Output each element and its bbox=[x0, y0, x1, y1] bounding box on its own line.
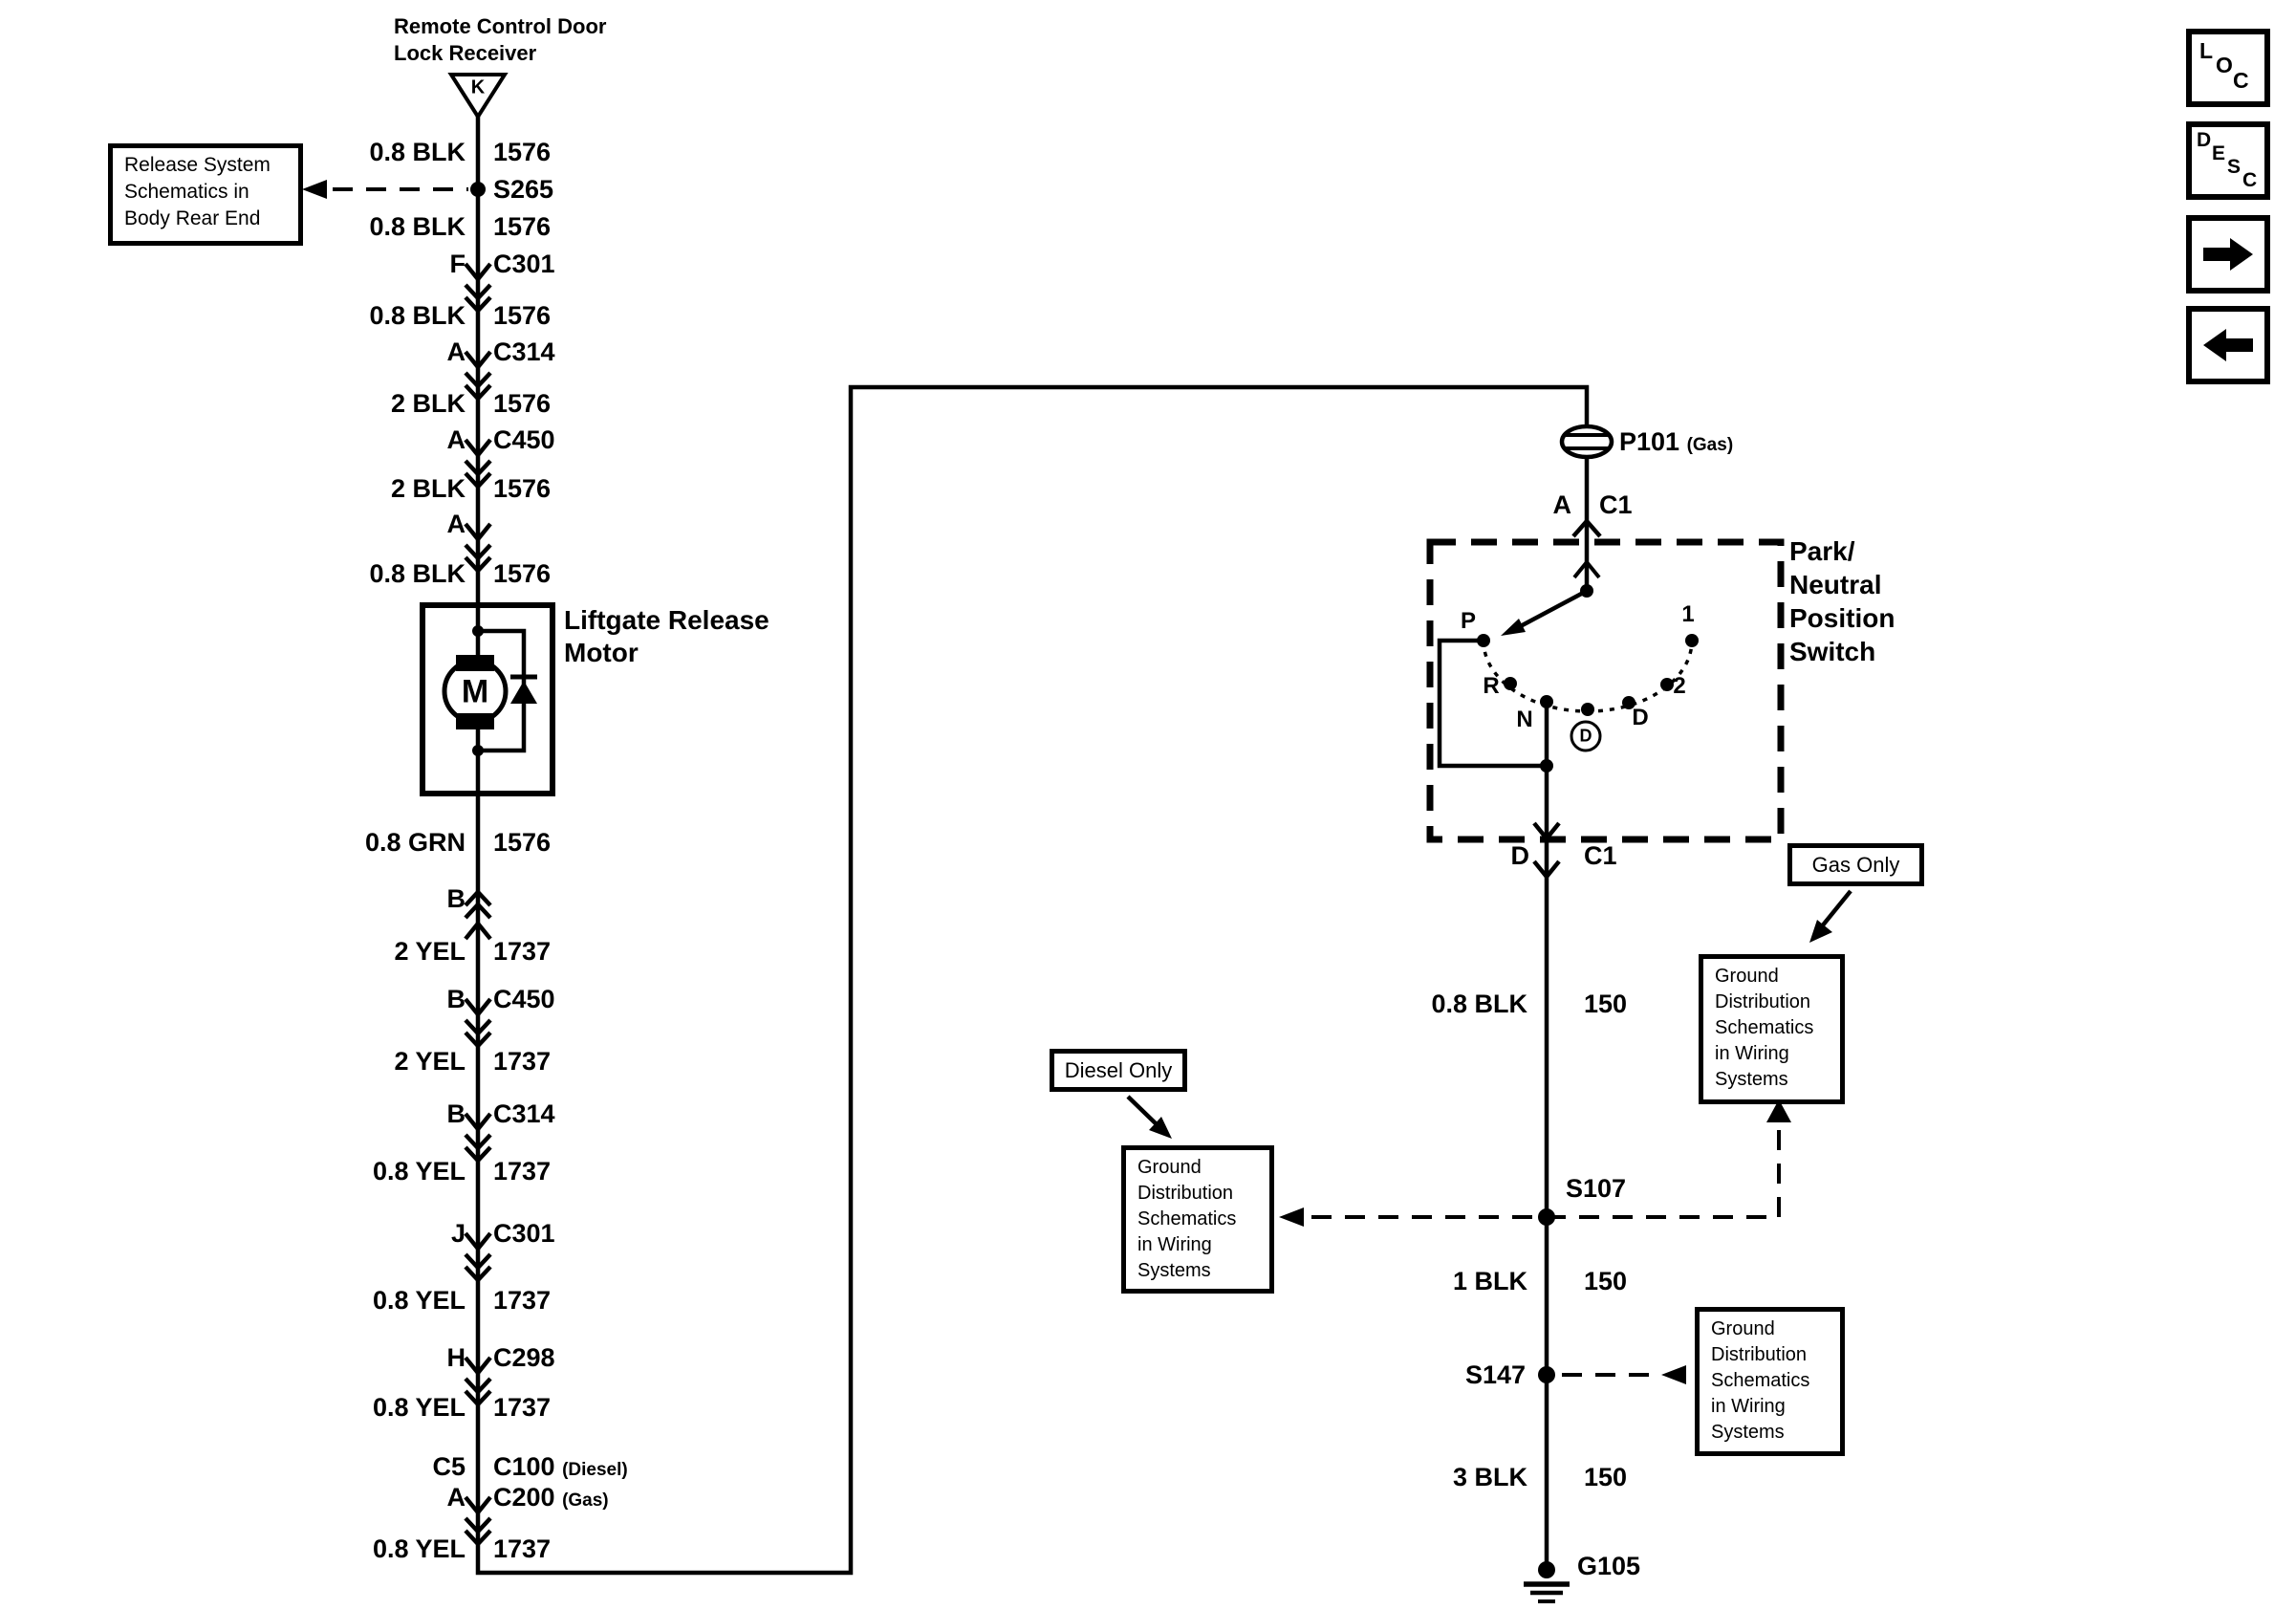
ground-ref-line2: Distribution bbox=[1715, 991, 1811, 1012]
wire-label: 0.8 YEL bbox=[372, 1286, 466, 1315]
left-arrow-icon bbox=[2198, 317, 2259, 373]
connector-name-label: C314 bbox=[493, 1099, 555, 1128]
connector-note: (Gas) bbox=[562, 1490, 609, 1511]
circuit-label: 1576 bbox=[493, 138, 552, 166]
connector-pin-label: A bbox=[446, 510, 466, 538]
conn-c1-name-label: C1 bbox=[1599, 490, 1633, 519]
ground-ref-line3: Schematics bbox=[1711, 1370, 1810, 1391]
pnp-title-line3: Position bbox=[1789, 603, 1895, 633]
ground-ref-line1: Ground bbox=[1137, 1157, 1202, 1178]
contact-2-label: 2 bbox=[1673, 673, 1686, 699]
release-ref-line1: Release System bbox=[124, 154, 271, 176]
splice-s147-label: S147 bbox=[1464, 1360, 1526, 1389]
release-ref-line3: Body Rear End bbox=[124, 207, 261, 229]
p101-label bbox=[1619, 428, 1733, 459]
contact-n-label: N bbox=[1516, 707, 1533, 732]
diesel-ref-arrowhead bbox=[1279, 1208, 1304, 1227]
circuit-label: 1737 bbox=[493, 1286, 552, 1315]
wire-label: 0.8 GRN bbox=[364, 828, 466, 857]
loc-letter: L bbox=[2199, 38, 2214, 63]
connector-name-label: C450 bbox=[493, 985, 555, 1013]
motor-label-line2: Motor bbox=[564, 638, 639, 667]
connector-pin-label: J bbox=[450, 1219, 466, 1248]
connector-pin-label: B bbox=[446, 985, 466, 1013]
desc-letter: C bbox=[2242, 169, 2258, 191]
circuit-label: 150 bbox=[1584, 1267, 1628, 1295]
contact-d-circled-label: D bbox=[1570, 721, 1602, 752]
ground-ref-box-gas bbox=[1699, 954, 1845, 1104]
ground-ref-box-s147 bbox=[1695, 1307, 1845, 1456]
wire-label: 0.8 YEL bbox=[372, 1534, 466, 1563]
s147-ref-arrowhead bbox=[1661, 1365, 1686, 1384]
splice-s107-label: S107 bbox=[1566, 1174, 1627, 1203]
wire-label: 2 BLK bbox=[390, 389, 466, 418]
ground-ref-line4: in Wiring bbox=[1137, 1234, 1212, 1255]
contact-r-label: R bbox=[1483, 673, 1500, 699]
desc-letter: S bbox=[2227, 156, 2242, 178]
ground-ref-box-diesel bbox=[1121, 1145, 1274, 1294]
p101-name: P101 bbox=[1619, 427, 1680, 456]
pnp-title-line4: Switch bbox=[1789, 637, 1876, 666]
wire-label: 0.8 BLK bbox=[369, 559, 466, 588]
wire-label: 1 BLK bbox=[1452, 1267, 1527, 1295]
connector-note: (Diesel) bbox=[562, 1460, 628, 1480]
next-page-button[interactable] bbox=[2186, 215, 2270, 294]
prev-page-button[interactable] bbox=[2186, 306, 2270, 384]
circuit-label: 1737 bbox=[493, 1534, 552, 1563]
wire-label: 0.8 BLK bbox=[369, 138, 466, 166]
ground-ref-line2: Distribution bbox=[1137, 1183, 1234, 1204]
wire-label: 0.8 YEL bbox=[372, 1393, 466, 1422]
wiper-arrowhead bbox=[1501, 619, 1526, 636]
wire-label: 0.8 BLK bbox=[1431, 990, 1527, 1018]
circuit-label: 1576 bbox=[493, 389, 552, 418]
connector-pin-label: C5 bbox=[432, 1452, 466, 1481]
ground-ref-line1: Ground bbox=[1711, 1318, 1775, 1339]
ground-symbol-g105 bbox=[1524, 1561, 1570, 1601]
p101-grommet-icon bbox=[1562, 426, 1612, 457]
circuit-label: 1576 bbox=[493, 828, 552, 857]
circuit-label: 1737 bbox=[493, 937, 552, 966]
ground-ref-line5: Systems bbox=[1137, 1260, 1211, 1281]
connector-name-label: C450 bbox=[493, 425, 555, 454]
connector-name-label: C314 bbox=[493, 337, 555, 366]
pnp-title-line1: Park/ bbox=[1789, 536, 1855, 566]
wire-label: 2 BLK bbox=[390, 474, 466, 503]
dashed-reference-links bbox=[333, 189, 1779, 1375]
connector-name-label bbox=[493, 1453, 628, 1484]
circuit-label: 150 bbox=[1584, 990, 1628, 1018]
connector-name: C200 bbox=[493, 1483, 555, 1512]
ground-ref-line5: Systems bbox=[1715, 1069, 1788, 1090]
wire-label: 2 YEL bbox=[394, 1047, 466, 1076]
ground-ref-line1: Ground bbox=[1715, 966, 1779, 987]
connector-pin-label: A bbox=[446, 1483, 466, 1512]
conn-d-pin-label: D bbox=[1510, 841, 1529, 870]
ground-ref-line5: Systems bbox=[1711, 1422, 1785, 1443]
loc-letter: O bbox=[2216, 53, 2233, 77]
gas-only-tag: Gas Only bbox=[1787, 843, 1924, 886]
desc-button[interactable] bbox=[2186, 121, 2270, 200]
conn-a-pin-label: A bbox=[1552, 490, 1571, 519]
connector-pin-label: A bbox=[446, 337, 466, 366]
connector-name-label: C298 bbox=[493, 1343, 555, 1372]
splice-s147-dot bbox=[1538, 1366, 1555, 1383]
motor-label-line1: Liftgate Release bbox=[564, 605, 769, 635]
release-ref-box bbox=[108, 143, 303, 246]
circuit-label: 1737 bbox=[493, 1047, 552, 1076]
circuit-label: 1737 bbox=[493, 1393, 552, 1422]
wire-label: 0.8 BLK bbox=[369, 301, 466, 330]
ground-ref-line3: Schematics bbox=[1715, 1017, 1814, 1038]
desc-letter: E bbox=[2212, 142, 2226, 164]
splice-s265-label: S265 bbox=[493, 175, 554, 204]
connector-name: C100 bbox=[493, 1452, 555, 1481]
circuit-label: 1737 bbox=[493, 1157, 552, 1186]
release-ref-line2: Schematics in bbox=[124, 181, 249, 203]
connector-pin-label: F bbox=[449, 250, 466, 278]
connector-pin-label: H bbox=[446, 1343, 466, 1372]
ground-g105-label: G105 bbox=[1577, 1552, 1641, 1580]
circuit-label: 1576 bbox=[493, 474, 552, 503]
receiver-pin-label: K bbox=[470, 76, 486, 98]
connector-name-label: C301 bbox=[493, 250, 555, 278]
connector-pin-label: B bbox=[446, 1099, 466, 1128]
contact-p-label: P bbox=[1460, 608, 1477, 634]
loc-letter: C bbox=[2233, 68, 2249, 93]
p101-note: (Gas) bbox=[1686, 435, 1734, 455]
motor-m-symbol: M bbox=[461, 673, 489, 710]
connector-pin-label: A bbox=[446, 425, 466, 454]
connector-name-label: C301 bbox=[493, 1219, 555, 1248]
release-ref-arrowhead bbox=[302, 180, 327, 199]
ground-ref-line3: Schematics bbox=[1137, 1208, 1237, 1229]
loc-button[interactable] bbox=[2186, 29, 2270, 107]
wire-label: 3 BLK bbox=[1452, 1463, 1527, 1491]
receiver-label-line2: Lock Receiver bbox=[394, 41, 537, 65]
splice-s265-dot bbox=[470, 182, 486, 197]
circuit-label: 150 bbox=[1584, 1463, 1628, 1491]
right-arrow-icon bbox=[2198, 227, 2259, 282]
desc-letter: D bbox=[2197, 129, 2212, 151]
ground-ref-line4: in Wiring bbox=[1715, 1043, 1789, 1064]
wire-label: 0.8 YEL bbox=[372, 1157, 466, 1186]
diesel-only-tag: Diesel Only bbox=[1050, 1049, 1187, 1092]
wire-main-run bbox=[478, 115, 1587, 1573]
pnp-title-line2: Neutral bbox=[1789, 570, 1882, 599]
circuit-label: 1576 bbox=[493, 559, 552, 588]
contact-d-label: D bbox=[1632, 705, 1649, 730]
circuit-label: 1576 bbox=[493, 301, 552, 330]
contact-1-label: 1 bbox=[1681, 601, 1695, 627]
connector-name-label bbox=[493, 1484, 609, 1514]
ground-ref-line4: in Wiring bbox=[1711, 1396, 1786, 1417]
conn-c1-bottom-name-label: C1 bbox=[1584, 841, 1617, 870]
receiver-label-line1: Remote Control Door bbox=[394, 14, 607, 38]
ground-ref-line2: Distribution bbox=[1711, 1344, 1808, 1365]
circuit-label: 1576 bbox=[493, 212, 552, 241]
wire-label: 0.8 BLK bbox=[369, 212, 466, 241]
connector-pin-label: B bbox=[446, 884, 466, 913]
diode-icon bbox=[510, 681, 537, 704]
wire-label: 2 YEL bbox=[394, 937, 466, 966]
